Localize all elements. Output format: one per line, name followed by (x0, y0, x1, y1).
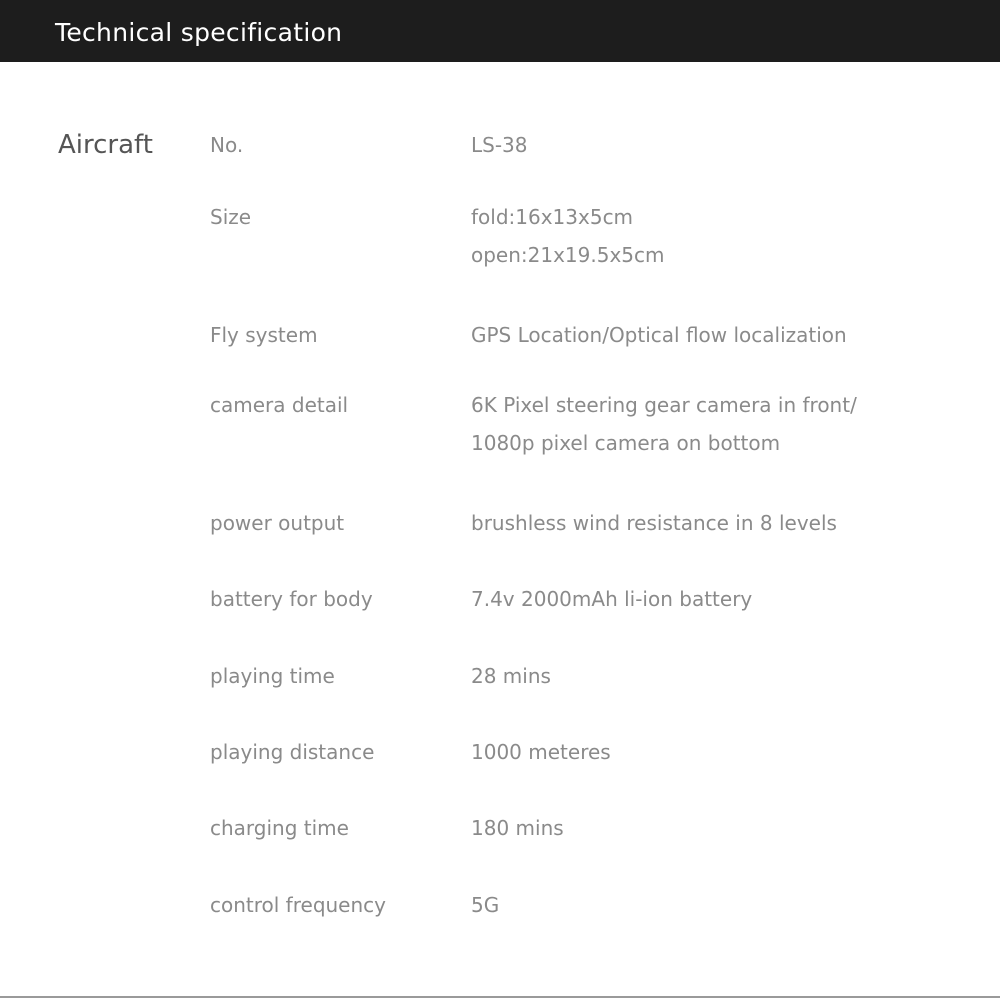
spec-key: Size (210, 205, 252, 229)
spec-value (471, 386, 857, 462)
spec-key: playing distance (210, 740, 375, 764)
spec-value (471, 657, 551, 695)
spec-value (471, 886, 499, 924)
spec-value (471, 733, 611, 771)
spec-key: control frequency (210, 893, 386, 917)
spec-key: playing time (210, 664, 335, 688)
spec-value-line: fold:16x13x5cm (471, 205, 634, 229)
spec-value (471, 580, 752, 618)
header-bar (0, 0, 1000, 62)
page-title: Technical specification (55, 18, 343, 47)
spec-value-line: brushless wind resistance in 8 levels (471, 511, 837, 535)
section-label-aircraft: Aircraft (58, 130, 153, 160)
spec-key: power output (210, 511, 345, 535)
spec-value-line: GPS Location/Optical flow localization (471, 323, 847, 347)
spec-value-line: 7.4v 2000mAh li-ion battery (471, 587, 753, 611)
spec-value-line: 180 mins (471, 816, 564, 840)
spec-key: charging time (210, 816, 349, 840)
spec-value (471, 126, 528, 164)
spec-key: Fly system (210, 323, 318, 347)
spec-value (471, 316, 847, 354)
spec-value (471, 504, 837, 542)
spec-value-line: open:21x19.5x5cm (471, 243, 665, 267)
spec-value-line: 6K Pixel steering gear camera in front/ (471, 393, 857, 417)
bottom-divider (0, 996, 1000, 998)
spec-value (471, 198, 665, 274)
spec-value (471, 809, 564, 847)
spec-value-line: 1080p pixel camera on bottom (471, 431, 781, 455)
spec-key: battery for body (210, 587, 373, 611)
spec-value-line: 1000 meteres (471, 740, 611, 764)
spec-key: camera detail (210, 393, 349, 417)
spec-value-line: LS-38 (471, 133, 528, 157)
spec-value-line: 5G (471, 893, 500, 917)
spec-value-line: 28 mins (471, 664, 551, 688)
spec-key: No. (210, 133, 244, 157)
